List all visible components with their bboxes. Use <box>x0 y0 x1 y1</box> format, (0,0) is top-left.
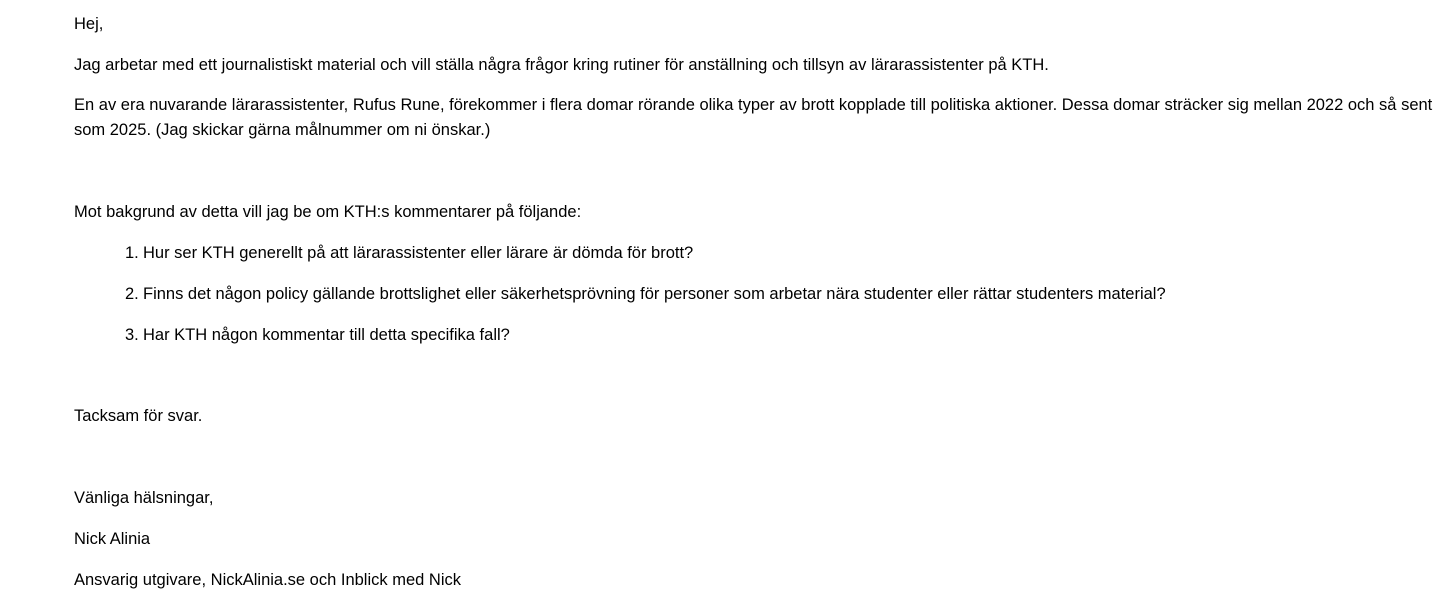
context-paragraph: En av era nuvarande lärarassistenter, Rufus Rune, förekommer i flera domar rörande olika typer av brott kopplade till politiska aktioner. Dessa domar sträcker sig mellan 2022 och så sent som 2025. (Jag skickar gärna målnummer om ni önskar.) <box>74 96 1433 139</box>
list-item-number: 2. <box>125 285 139 303</box>
list-item-text: Har KTH någon kommentar till detta specifika fall? <box>143 326 510 344</box>
list-item-text: Hur ser KTH generellt på att lärarassistenter eller lärare är dömda för brott? <box>143 244 694 262</box>
list-item <box>125 241 693 265</box>
list-item-number: 3. <box>125 326 139 344</box>
signature-title: Ansvarig utgivare, NickAlinia.se och Inblick med Nick <box>74 571 461 589</box>
list-item-number: 1. <box>125 244 139 262</box>
lead-in-paragraph: Mot bakgrund av detta vill jag be om KTH:s kommentarer på följande: <box>74 203 582 221</box>
thanks-paragraph: Tacksam för svar. <box>74 407 203 425</box>
list-item <box>125 282 1166 306</box>
signature-name: Nick Alinia <box>74 530 151 548</box>
intro-paragraph: Jag arbetar med ett journalistiskt material och vill ställa några frågor kring rutiner för anställning och tillsyn av lärarassistenter på KTH. <box>74 56 1049 74</box>
greeting: Hej, <box>74 15 104 33</box>
list-item <box>125 323 510 347</box>
list-item-text: Finns det någon policy gällande brottslighet eller säkerhetsprövning för personer som arbetar nära studenter eller rättar studenters material? <box>143 285 1166 303</box>
closing-paragraph: Vänliga hälsningar, <box>74 489 214 507</box>
